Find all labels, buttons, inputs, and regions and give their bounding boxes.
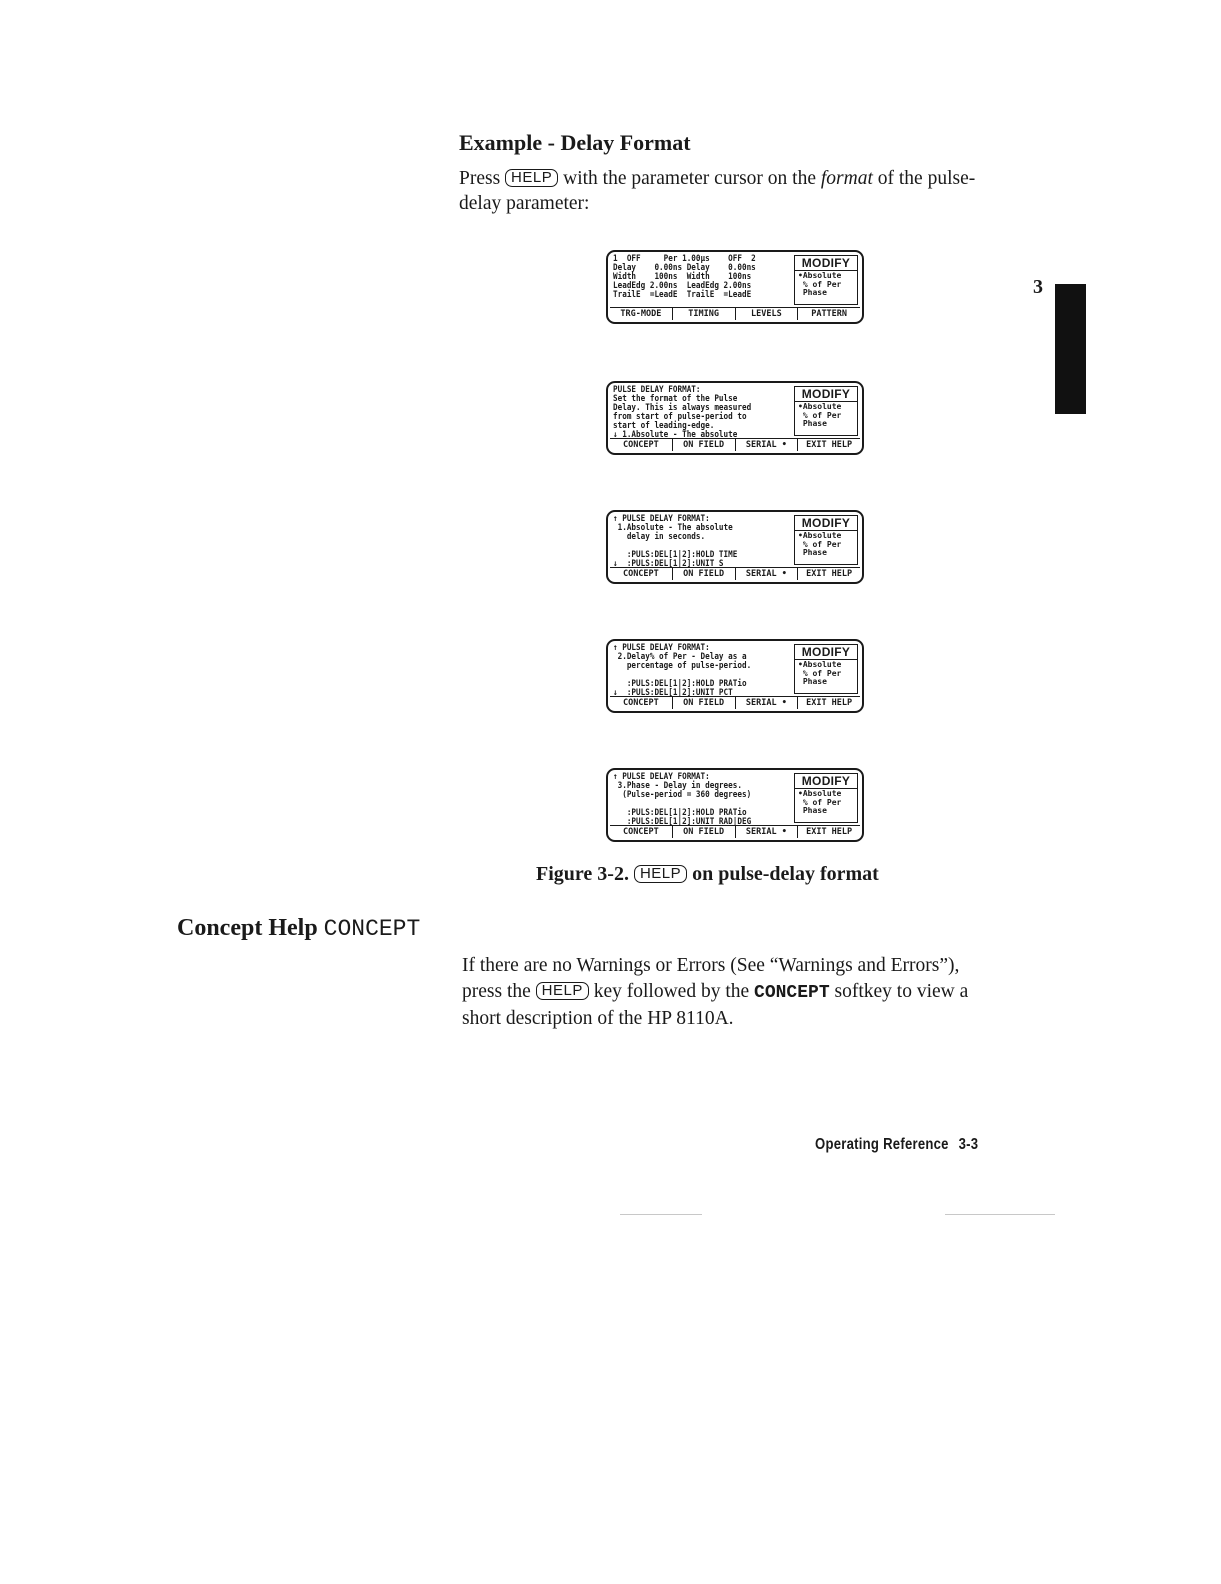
softkey-row xyxy=(610,567,860,580)
lcd-text: 1 OFF Per 1.00µs OFF 2 Delay 0.00ns Delay 0.00ns Width 100ns Width 100ns LeadEdg 2.00ns LeadEdg 2.00ns TrailE =LeadE TrailE =LeadE xyxy=(613,254,756,300)
concept-text-1: If there are no Warnings or Errors (See “Warnings and Errors”), press the xyxy=(462,955,960,1002)
lcd-screen-4 xyxy=(606,639,864,713)
figure-caption-text: on pulse-delay format xyxy=(692,863,879,885)
lcd-text: ↑ PULSE DELAY FORMAT: 1.Absolute - The absolute delay in seconds. :PULS:DEL[1|2]:HOLD TIME ↓ :PULS:DEL[1|2]:UNIT S xyxy=(613,514,738,569)
softkey-concept: CONCEPT xyxy=(622,569,659,579)
modify-label: MODIFY xyxy=(795,387,857,402)
softkey-on-field: ON FIELD xyxy=(672,568,735,580)
softkey-timing: TIMING xyxy=(672,308,735,320)
softkey-serial: SERIAL • xyxy=(735,439,798,451)
lcd-text: ↑ PULSE DELAY FORMAT: 2.Delay% of Per - Delay as a percentage of pulse-period. :PULS:DEL[1|2]:HOLD PRATio ↓ :PULS:DEL[1|2]:UNIT PCT xyxy=(613,643,752,698)
intro-suffix: of the pulse-delay parameter: xyxy=(459,168,976,214)
softkey-concept: CONCEPT xyxy=(622,440,659,450)
softkey-exit-help: EXIT HELP xyxy=(797,697,860,709)
softkey-row xyxy=(610,307,860,320)
lcd-screen-1 xyxy=(606,250,864,324)
chapter-number: 3 xyxy=(1033,276,1043,298)
lcd-text: PULSE DELAY FORMAT: Set the format of the Pulse Delay. This is always measured from start of pulse-period to start of leading-edge. ↓ 1.Absolute - The absolute xyxy=(613,385,752,440)
modify-options: •Absolute % of Per Phase xyxy=(798,531,842,557)
example-heading: Example - Delay Format xyxy=(459,130,691,155)
modify-panel xyxy=(794,644,858,694)
scan-mark xyxy=(945,1214,1055,1215)
lcd-screen-5 xyxy=(606,768,864,842)
softkey-serial: SERIAL • xyxy=(735,826,798,838)
concept-text-3: softkey to view a short description of the HP 8110A. xyxy=(462,981,969,1029)
softkey-row xyxy=(610,438,860,451)
intro-prefix: Press xyxy=(459,168,501,189)
softkey-serial: SERIAL • xyxy=(735,697,798,709)
softkey-levels: LEVELS xyxy=(735,308,798,320)
intro-middle: with the parameter cursor on the xyxy=(563,168,816,189)
softkey-pattern: PATTERN xyxy=(797,308,860,320)
modify-panel xyxy=(794,773,858,823)
modify-label: MODIFY xyxy=(795,256,857,271)
modify-panel xyxy=(794,386,858,436)
softkey-exit-help: EXIT HELP xyxy=(797,439,860,451)
modify-options: •Absolute % of Per Phase xyxy=(798,271,842,297)
softkey-on-field: ON FIELD xyxy=(672,697,735,709)
figure-caption xyxy=(536,863,879,886)
example-intro xyxy=(459,166,999,216)
concept-paragraph xyxy=(462,953,1002,1032)
footer-section: Operating Reference xyxy=(815,1136,949,1153)
help-key: HELP xyxy=(505,169,558,187)
softkey-exit-help: EXIT HELP xyxy=(797,568,860,580)
softkey-exit-help: EXIT HELP xyxy=(797,826,860,838)
softkey-concept: CONCEPT xyxy=(622,827,659,837)
modify-options: •Absolute % of Per Phase xyxy=(798,402,842,428)
help-key: HELP xyxy=(536,982,589,1000)
softkey-concept: CONCEPT xyxy=(622,698,659,708)
softkey-on-field: ON FIELD xyxy=(672,439,735,451)
modify-label: MODIFY xyxy=(795,645,857,660)
softkey-trg-mode: TRG-MODE xyxy=(620,309,662,319)
softkey-row xyxy=(610,825,860,838)
scan-mark xyxy=(620,1214,702,1215)
page-footer xyxy=(815,1136,978,1154)
concept-softkey-code: CONCEPT xyxy=(754,983,830,1003)
page-number: 3-3 xyxy=(958,1136,979,1153)
lcd-screen-3 xyxy=(606,510,864,584)
chapter-tab-marker xyxy=(1055,284,1086,414)
concept-section-title xyxy=(177,915,420,942)
lcd-text: ↑ PULSE DELAY FORMAT: 3.Phase - Delay in degrees. (Pulse-period = 360 degrees) :PULS:DEL[1|2]:HOLD PRATio :PULS:DEL[1|2]:UNIT RAD|DEG xyxy=(613,772,752,827)
concept-title: Concept Help xyxy=(177,915,318,941)
concept-text-2: key followed by the xyxy=(593,981,750,1002)
figure-label: Figure 3-2. xyxy=(536,863,629,885)
modify-label: MODIFY xyxy=(795,516,857,531)
modify-panel xyxy=(794,515,858,565)
modify-options: •Absolute % of Per Phase xyxy=(798,660,842,686)
softkey-serial: SERIAL • xyxy=(735,568,798,580)
modify-label: MODIFY xyxy=(795,774,857,789)
softkey-row xyxy=(610,696,860,709)
concept-title-code: CONCEPT xyxy=(323,916,421,942)
help-key: HELP xyxy=(634,865,687,883)
intro-italic: format xyxy=(820,168,873,189)
modify-panel xyxy=(794,255,858,305)
softkey-on-field: ON FIELD xyxy=(672,826,735,838)
modify-options: •Absolute % of Per Phase xyxy=(798,789,842,815)
lcd-screen-2 xyxy=(606,381,864,455)
